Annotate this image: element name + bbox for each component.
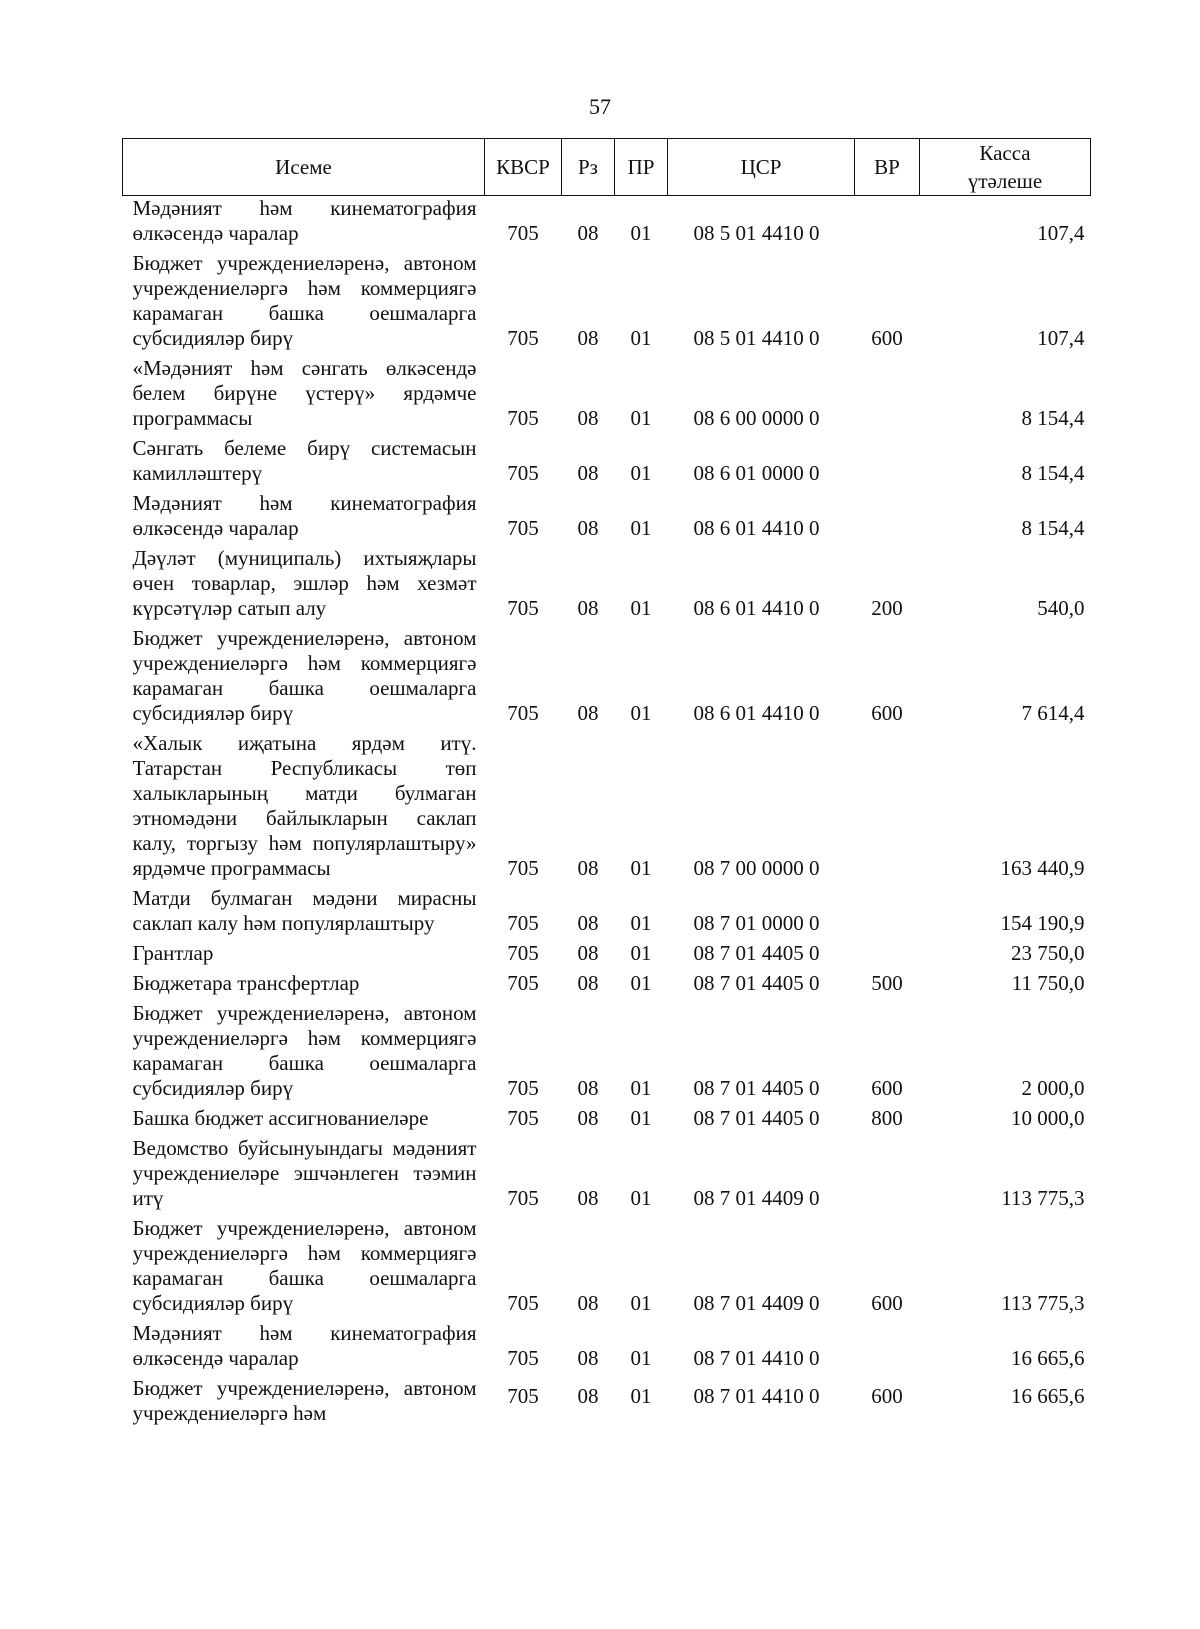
cell-vr: 200: [871, 596, 903, 620]
cell-kvsr: 705: [507, 461, 539, 485]
table-row: [123, 541, 1091, 621]
cell-vr: 800: [871, 1106, 903, 1130]
cell-name: Мәдәният һәм кинематография өлкәсендә чаралар: [132, 491, 477, 540]
cell-rz: 08: [577, 1106, 599, 1130]
cell-pr: 01: [630, 911, 652, 935]
cell-vr: [855, 726, 920, 881]
table-row: [123, 1101, 1091, 1131]
cell-csr: 08 7 01 4405 0: [693, 1076, 820, 1100]
cell-name: Бюджетара трансфертлар: [132, 971, 360, 995]
cell-pr: 01: [630, 971, 652, 995]
cell-name: Дәүләт (муниципаль) ихтыяҗлары өчен товарлар, эшләр һәм хезмәт күрсәтүләр сатып алу: [132, 546, 477, 620]
cell-csr: 08 6 00 0000 0: [693, 406, 820, 430]
cell-pr: 01: [630, 406, 652, 430]
cell-pr: 01: [630, 1186, 652, 1210]
cell-kvsr: 705: [507, 221, 539, 245]
cell-vr: 600: [871, 326, 903, 350]
cell-vr: [855, 431, 920, 486]
table-row: [123, 966, 1091, 996]
cell-name: Матди булмаган мәдәни мирасны саклап калу һәм популярлаштыру: [132, 886, 477, 935]
cell-pr: 01: [630, 1346, 652, 1370]
cell-rz: 08: [577, 941, 599, 965]
cell-sum: 16 665,6: [1011, 1384, 1085, 1408]
cell-pr: 01: [630, 596, 652, 620]
cell-sum: 540,0: [1037, 596, 1085, 620]
cell-name: Мәдәният һәм кинематография өлкәсендә чаралар: [132, 1321, 477, 1370]
cell-pr: 01: [630, 516, 652, 540]
cell-csr: 08 6 01 4410 0: [693, 596, 820, 620]
table-row: [123, 431, 1091, 486]
cell-rz: 08: [577, 461, 599, 485]
cell-vr: 600: [871, 701, 903, 725]
cell-rz: 08: [577, 596, 599, 620]
cell-name: Бюджет учреждениеләренә, автоном учреждениеләргә һәм коммерциягә карамаган башка оешмаларга субсидияләр бирү: [132, 626, 477, 725]
header-vr: ВР: [855, 139, 920, 196]
cell-name: Грантлар: [132, 941, 214, 965]
cell-name: Сәнгать белеме бирү системасын камилләштерү: [132, 436, 477, 485]
cell-kvsr: 705: [507, 1384, 539, 1408]
cell-sum: 10 000,0: [1011, 1106, 1085, 1130]
table-row: [123, 486, 1091, 541]
header-kvsr: КВСР: [485, 139, 562, 196]
cell-name: Мәдәният һәм кинематография өлкәсендә чаралар: [132, 196, 477, 245]
cell-name: Бюджет учреждениеләренә, автоном учреждениеләргә һәм коммерциягә карамаган башка оешмаларга субсидияләр бирү: [132, 1216, 477, 1315]
cell-sum: 154 190,9: [1000, 911, 1085, 935]
cell-sum: 2 000,0: [1021, 1076, 1085, 1100]
cell-rz: 08: [577, 1186, 599, 1210]
cell-csr: 08 7 00 0000 0: [693, 856, 820, 880]
cell-pr: 01: [630, 461, 652, 485]
table-row: [123, 726, 1091, 881]
cell-kvsr: 705: [507, 971, 539, 995]
cell-sum: 7 614,4: [1021, 701, 1085, 725]
cell-sum: 8 154,4: [1021, 461, 1085, 485]
table-row: [123, 1131, 1091, 1211]
table-body: [123, 196, 1091, 1427]
cell-kvsr: 705: [507, 326, 539, 350]
cell-pr: 01: [630, 326, 652, 350]
table-row: [123, 196, 1091, 247]
cell-pr: 01: [630, 941, 652, 965]
cell-sum: 11 750,0: [1011, 971, 1085, 995]
table-row: [123, 1316, 1091, 1371]
header-sum-line1: Касса: [979, 141, 1031, 165]
cell-rz: 08: [577, 856, 599, 880]
cell-kvsr: 705: [507, 701, 539, 725]
table-row: [123, 621, 1091, 726]
cell-csr: 08 7 01 4405 0: [693, 971, 820, 995]
cell-rz: 08: [577, 1291, 599, 1315]
cell-kvsr: 705: [507, 856, 539, 880]
table-row: [123, 936, 1091, 966]
cell-sum: 113 775,3: [1001, 1186, 1085, 1210]
cell-vr: 600: [871, 1291, 903, 1315]
cell-kvsr: 705: [507, 596, 539, 620]
cell-rz: 08: [577, 911, 599, 935]
header-pr: ПР: [615, 139, 668, 196]
cell-sum: 23 750,0: [1011, 941, 1085, 965]
cell-pr: 01: [630, 1106, 652, 1130]
cell-vr: [855, 881, 920, 936]
table-header: [123, 139, 1091, 196]
cell-sum: 113 775,3: [1001, 1291, 1085, 1315]
cell-sum: 8 154,4: [1021, 406, 1085, 430]
cell-name: Бюджет учреждениеләренә, автоном учреждениеләргә һәм коммерциягә карамаган башка оешмаларга субсидияләр бирү: [132, 1001, 477, 1100]
cell-rz: 08: [577, 971, 599, 995]
cell-csr: 08 6 01 4410 0: [693, 516, 820, 540]
cell-pr: 01: [630, 856, 652, 880]
table-row: [123, 1211, 1091, 1316]
cell-kvsr: 705: [507, 1346, 539, 1370]
cell-rz: 08: [577, 326, 599, 350]
cell-csr: 08 5 01 4410 0: [693, 221, 820, 245]
cell-rz: 08: [577, 221, 599, 245]
header-rz: Рз: [562, 139, 615, 196]
cell-kvsr: 705: [507, 516, 539, 540]
cell-csr: 08 5 01 4410 0: [693, 326, 820, 350]
cell-vr: [855, 1316, 920, 1371]
cell-sum: 107,4: [1037, 326, 1085, 350]
cell-rz: 08: [577, 406, 599, 430]
cell-rz: 08: [577, 1076, 599, 1100]
cell-sum: 16 665,6: [1011, 1346, 1085, 1370]
cell-pr: 01: [630, 1291, 652, 1315]
cell-vr: 600: [871, 1384, 903, 1408]
table-row: [123, 881, 1091, 936]
cell-name: «Мәдәният һәм сәнгать өлкәсендә белем бирүне үстерү» ярдәмче программасы: [132, 356, 477, 430]
budget-table: [122, 138, 1091, 1426]
table-row: [123, 996, 1091, 1101]
cell-pr: 01: [630, 221, 652, 245]
header-name: Исеме: [123, 139, 485, 196]
table-row: [123, 246, 1091, 351]
cell-vr: [855, 936, 920, 966]
cell-csr: 08 6 01 0000 0: [693, 461, 820, 485]
cell-csr: 08 6 01 4410 0: [693, 701, 820, 725]
cell-rz: 08: [577, 701, 599, 725]
cell-csr: 08 7 01 4405 0: [693, 941, 820, 965]
cell-kvsr: 705: [507, 406, 539, 430]
cell-kvsr: 705: [507, 941, 539, 965]
cell-csr: 08 7 01 4405 0: [693, 1106, 820, 1130]
cell-rz: 08: [577, 1384, 599, 1408]
cell-csr: 08 7 01 0000 0: [693, 911, 820, 935]
cell-csr: 08 7 01 4409 0: [693, 1186, 820, 1210]
cell-vr: [855, 351, 920, 431]
header-csr: ЦСР: [668, 139, 855, 196]
cell-rz: 08: [577, 1346, 599, 1370]
cell-vr: [855, 486, 920, 541]
cell-kvsr: 705: [507, 1186, 539, 1210]
cell-kvsr: 705: [507, 1076, 539, 1100]
cell-name: Башка бюджет ассигнованиеләре: [132, 1106, 429, 1130]
cell-csr: 08 7 01 4410 0: [693, 1384, 820, 1408]
cell-pr: 01: [630, 701, 652, 725]
header-sum: [920, 139, 1091, 196]
page-number: 57: [589, 94, 611, 119]
cell-kvsr: 705: [507, 1106, 539, 1130]
cell-csr: 08 7 01 4410 0: [693, 1346, 820, 1370]
cell-sum: 8 154,4: [1021, 516, 1085, 540]
table-row: [123, 351, 1091, 431]
cell-vr: 500: [871, 971, 903, 995]
header-sum-line2: үтәлеше: [967, 169, 1043, 193]
cell-name: «Халык иҗатына ярдәм итү. Татарстан Республикасы төп халыкларының матди булмаган этномәдәни байлыкларын саклап калу, торгызу һәм популярлаштыру» ярдәмче программасы: [132, 731, 477, 880]
cell-rz: 08: [577, 516, 599, 540]
cell-name: Бюджет учреждениеләренә, автоном учреждениеләргә һәм коммерциягә карамаган башка оешмаларга субсидияләр бирү: [132, 251, 477, 350]
cell-pr: 01: [630, 1076, 652, 1100]
cell-sum: 163 440,9: [1000, 856, 1085, 880]
cell-name: Ведомство буйсынуындагы мәдәният учреждениеләре эшчәнлеген тәэмин итү: [132, 1136, 477, 1210]
cell-csr: 08 7 01 4409 0: [693, 1291, 820, 1315]
cell-vr: [855, 1131, 920, 1211]
cell-vr: [855, 196, 920, 247]
cell-kvsr: 705: [507, 1291, 539, 1315]
table-row: [123, 1371, 1091, 1426]
cell-name: Бюджет учреждениеләренә, автоном учреждениеләргә һәм: [132, 1376, 477, 1425]
cell-pr: 01: [630, 1384, 652, 1408]
cell-kvsr: 705: [507, 911, 539, 935]
cell-sum: 107,4: [1037, 221, 1085, 245]
cell-vr: 600: [871, 1076, 903, 1100]
